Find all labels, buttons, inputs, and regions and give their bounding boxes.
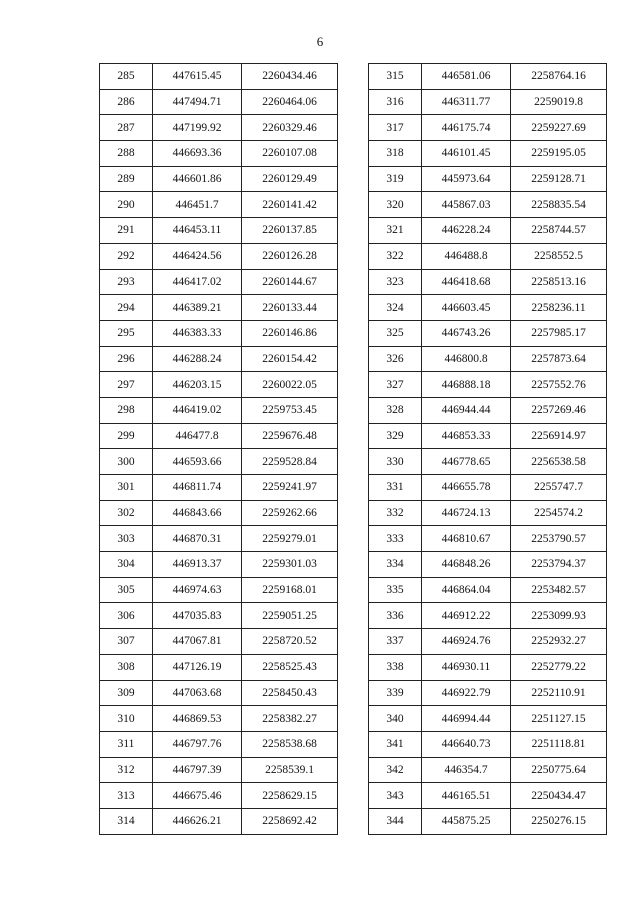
point-number-cell: 321 [369,218,422,244]
table-row [369,346,607,372]
point-number-cell: 313 [100,783,153,809]
y-coordinate-cell: 2257552.76 [511,372,607,398]
point-number-cell: 315 [369,64,422,90]
point-number-cell: 288 [100,141,153,167]
point-number-cell: 312 [100,757,153,783]
y-coordinate-cell: 2258629.15 [242,783,338,809]
y-coordinate-cell: 2250775.64 [511,757,607,783]
y-coordinate-cell: 2260434.46 [242,64,338,90]
y-coordinate-cell: 2258744.57 [511,218,607,244]
table-row [369,166,607,192]
point-number-cell: 292 [100,243,153,269]
point-number-cell: 299 [100,423,153,449]
x-coordinate-cell: 447494.71 [153,89,242,115]
point-number-cell: 329 [369,423,422,449]
y-coordinate-cell: 2259753.45 [242,397,338,423]
table-row [100,295,338,321]
y-coordinate-cell: 2258513.16 [511,269,607,295]
y-coordinate-cell: 2257873.64 [511,346,607,372]
y-coordinate-cell: 2259051.25 [242,603,338,629]
table-row [100,269,338,295]
y-coordinate-cell: 2260141.42 [242,192,338,218]
table-row [100,243,338,269]
y-coordinate-cell: 2259279.01 [242,526,338,552]
table-row [369,552,607,578]
x-coordinate-cell: 446383.33 [153,320,242,346]
x-coordinate-cell: 446843.66 [153,500,242,526]
y-coordinate-cell: 2259241.97 [242,475,338,501]
x-coordinate-cell: 446974.63 [153,577,242,603]
x-coordinate-cell: 446581.06 [422,64,511,90]
x-coordinate-cell: 446203.15 [153,372,242,398]
point-number-cell: 301 [100,475,153,501]
y-coordinate-cell: 2260464.06 [242,89,338,115]
table-row [100,346,338,372]
x-coordinate-cell: 447067.81 [153,629,242,655]
table-row [100,449,338,475]
y-coordinate-cell: 2250434.47 [511,783,607,809]
point-number-cell: 334 [369,552,422,578]
y-coordinate-cell: 2259019.8 [511,89,607,115]
point-number-cell: 310 [100,706,153,732]
y-coordinate-cell: 2260133.44 [242,295,338,321]
x-coordinate-cell: 446488.8 [422,243,511,269]
y-coordinate-cell: 2259528.84 [242,449,338,475]
y-coordinate-cell: 2260129.49 [242,166,338,192]
x-coordinate-cell: 446417.02 [153,269,242,295]
x-coordinate-cell: 446601.86 [153,166,242,192]
x-coordinate-cell: 446800.8 [422,346,511,372]
x-coordinate-cell: 446640.73 [422,731,511,757]
y-coordinate-cell: 2260137.85 [242,218,338,244]
point-number-cell: 296 [100,346,153,372]
x-coordinate-cell: 446389.21 [153,295,242,321]
point-number-cell: 304 [100,552,153,578]
table-row [369,218,607,244]
point-number-cell: 327 [369,372,422,398]
coordinates-table-left [99,63,338,835]
point-number-cell: 291 [100,218,153,244]
y-coordinate-cell: 2260154.42 [242,346,338,372]
x-coordinate-cell: 446797.76 [153,731,242,757]
point-number-cell: 316 [369,89,422,115]
y-coordinate-cell: 2256538.58 [511,449,607,475]
table-row [369,500,607,526]
table-row [100,552,338,578]
x-coordinate-cell: 446724.13 [422,500,511,526]
x-coordinate-cell: 446848.26 [422,552,511,578]
point-number-cell: 287 [100,115,153,141]
x-coordinate-cell: 446853.33 [422,423,511,449]
table-body [369,64,607,835]
point-number-cell: 297 [100,372,153,398]
y-coordinate-cell: 2252110.91 [511,680,607,706]
table-row [100,500,338,526]
x-coordinate-cell: 446418.68 [422,269,511,295]
y-coordinate-cell: 2251118.81 [511,731,607,757]
y-coordinate-cell: 2260022.05 [242,372,338,398]
point-number-cell: 326 [369,346,422,372]
table-row [369,269,607,295]
y-coordinate-cell: 2258720.52 [242,629,338,655]
table-row [100,397,338,423]
x-coordinate-cell: 446778.65 [422,449,511,475]
table-row [369,141,607,167]
table-row [369,243,607,269]
point-number-cell: 332 [369,500,422,526]
point-number-cell: 302 [100,500,153,526]
table-row [369,654,607,680]
table-row [369,449,607,475]
point-number-cell: 343 [369,783,422,809]
x-coordinate-cell: 446655.78 [422,475,511,501]
point-number-cell: 322 [369,243,422,269]
x-coordinate-cell: 447126.19 [153,654,242,680]
y-coordinate-cell: 2258764.16 [511,64,607,90]
table-row [100,757,338,783]
point-number-cell: 294 [100,295,153,321]
y-coordinate-cell: 2260107.08 [242,141,338,167]
table-row [100,629,338,655]
y-coordinate-cell: 2258538.68 [242,731,338,757]
table-row [100,654,338,680]
y-coordinate-cell: 2253099.93 [511,603,607,629]
x-coordinate-cell: 446675.46 [153,783,242,809]
table-row [100,166,338,192]
coordinates-table-right [368,63,607,835]
table-row [369,603,607,629]
y-coordinate-cell: 2258525.43 [242,654,338,680]
x-coordinate-cell: 445867.03 [422,192,511,218]
x-coordinate-cell: 446288.24 [153,346,242,372]
point-number-cell: 306 [100,603,153,629]
table-row [100,372,338,398]
y-coordinate-cell: 2257985.17 [511,320,607,346]
x-coordinate-cell: 446922.79 [422,680,511,706]
point-number-cell: 289 [100,166,153,192]
table-row [369,295,607,321]
table-row [369,706,607,732]
point-number-cell: 317 [369,115,422,141]
x-coordinate-cell: 446603.45 [422,295,511,321]
point-number-cell: 335 [369,577,422,603]
x-coordinate-cell: 446930.11 [422,654,511,680]
y-coordinate-cell: 2257269.46 [511,397,607,423]
y-coordinate-cell: 2253794.37 [511,552,607,578]
y-coordinate-cell: 2260144.67 [242,269,338,295]
x-coordinate-cell: 446924.76 [422,629,511,655]
point-number-cell: 340 [369,706,422,732]
table-row [369,680,607,706]
y-coordinate-cell: 2253790.57 [511,526,607,552]
table-row [369,372,607,398]
x-coordinate-cell: 446626.21 [153,808,242,834]
y-coordinate-cell: 2260329.46 [242,115,338,141]
y-coordinate-cell: 2259301.03 [242,552,338,578]
table-body [100,64,338,835]
y-coordinate-cell: 2252779.22 [511,654,607,680]
table-row [369,731,607,757]
y-coordinate-cell: 2260126.28 [242,243,338,269]
x-coordinate-cell: 446165.51 [422,783,511,809]
table-row [100,808,338,834]
y-coordinate-cell: 2258552.5 [511,243,607,269]
y-coordinate-cell: 2252932.27 [511,629,607,655]
table-row [369,423,607,449]
point-number-cell: 328 [369,397,422,423]
point-number-cell: 331 [369,475,422,501]
point-number-cell: 338 [369,654,422,680]
x-coordinate-cell: 446477.8 [153,423,242,449]
point-number-cell: 325 [369,320,422,346]
x-coordinate-cell: 446797.39 [153,757,242,783]
table-row [369,808,607,834]
point-number-cell: 309 [100,680,153,706]
table-row [369,629,607,655]
x-coordinate-cell: 446693.36 [153,141,242,167]
y-coordinate-cell: 2259128.71 [511,166,607,192]
x-coordinate-cell: 446451.7 [153,192,242,218]
table-row [100,423,338,449]
point-number-cell: 323 [369,269,422,295]
y-coordinate-cell: 2251127.15 [511,706,607,732]
point-number-cell: 337 [369,629,422,655]
table-row [369,577,607,603]
y-coordinate-cell: 2256914.97 [511,423,607,449]
point-number-cell: 305 [100,577,153,603]
point-number-cell: 298 [100,397,153,423]
x-coordinate-cell: 446228.24 [422,218,511,244]
x-coordinate-cell: 446453.11 [153,218,242,244]
point-number-cell: 311 [100,731,153,757]
y-coordinate-cell: 2259227.69 [511,115,607,141]
table-row [369,192,607,218]
table-row [100,89,338,115]
y-coordinate-cell: 2259168.01 [242,577,338,603]
point-number-cell: 293 [100,269,153,295]
page-number: 6 [316,34,324,49]
y-coordinate-cell: 2258236.11 [511,295,607,321]
point-number-cell: 333 [369,526,422,552]
point-number-cell: 300 [100,449,153,475]
x-coordinate-cell: 446311.77 [422,89,511,115]
x-coordinate-cell: 447035.83 [153,603,242,629]
x-coordinate-cell: 446354.7 [422,757,511,783]
table-row [369,397,607,423]
table-row [100,577,338,603]
x-coordinate-cell: 446175.74 [422,115,511,141]
table-row [100,706,338,732]
point-number-cell: 295 [100,320,153,346]
point-number-cell: 344 [369,808,422,834]
x-coordinate-cell: 446593.66 [153,449,242,475]
table-row [100,64,338,90]
x-coordinate-cell: 446944.44 [422,397,511,423]
x-coordinate-cell: 445973.64 [422,166,511,192]
x-coordinate-cell: 446810.67 [422,526,511,552]
point-number-cell: 307 [100,629,153,655]
x-coordinate-cell: 446811.74 [153,475,242,501]
x-coordinate-cell: 446888.18 [422,372,511,398]
point-number-cell: 308 [100,654,153,680]
point-number-cell: 303 [100,526,153,552]
table-row [100,526,338,552]
y-coordinate-cell: 2259262.66 [242,500,338,526]
y-coordinate-cell: 2258450.43 [242,680,338,706]
y-coordinate-cell: 2258692.42 [242,808,338,834]
table-row [100,783,338,809]
x-coordinate-cell: 447063.68 [153,680,242,706]
y-coordinate-cell: 2258539.1 [242,757,338,783]
point-number-cell: 336 [369,603,422,629]
table-row [369,475,607,501]
point-number-cell: 339 [369,680,422,706]
table-row [100,603,338,629]
x-coordinate-cell: 446424.56 [153,243,242,269]
point-number-cell: 290 [100,192,153,218]
table-row [369,526,607,552]
point-number-cell: 318 [369,141,422,167]
x-coordinate-cell: 446743.26 [422,320,511,346]
x-coordinate-cell: 447615.45 [153,64,242,90]
table-row [100,218,338,244]
table-row [369,115,607,141]
table-row [369,757,607,783]
table-row [100,192,338,218]
y-coordinate-cell: 2259195.05 [511,141,607,167]
x-coordinate-cell: 446419.02 [153,397,242,423]
y-coordinate-cell: 2258835.54 [511,192,607,218]
x-coordinate-cell: 447199.92 [153,115,242,141]
point-number-cell: 341 [369,731,422,757]
table-row [369,783,607,809]
point-number-cell: 285 [100,64,153,90]
table-row [100,475,338,501]
x-coordinate-cell: 446869.53 [153,706,242,732]
x-coordinate-cell: 446994.44 [422,706,511,732]
y-coordinate-cell: 2259676.48 [242,423,338,449]
table-row [369,89,607,115]
point-number-cell: 330 [369,449,422,475]
table-row [100,141,338,167]
table-row [100,115,338,141]
point-number-cell: 324 [369,295,422,321]
y-coordinate-cell: 2254574.2 [511,500,607,526]
table-row [369,320,607,346]
x-coordinate-cell: 446912.22 [422,603,511,629]
x-coordinate-cell: 446864.04 [422,577,511,603]
x-coordinate-cell: 446870.31 [153,526,242,552]
point-number-cell: 286 [100,89,153,115]
point-number-cell: 342 [369,757,422,783]
y-coordinate-cell: 2260146.86 [242,320,338,346]
y-coordinate-cell: 2255747.7 [511,475,607,501]
point-number-cell: 320 [369,192,422,218]
table-row [100,680,338,706]
point-number-cell: 319 [369,166,422,192]
point-number-cell: 314 [100,808,153,834]
table-row [100,731,338,757]
x-coordinate-cell: 446101.45 [422,141,511,167]
x-coordinate-cell: 445875.25 [422,808,511,834]
y-coordinate-cell: 2250276.15 [511,808,607,834]
x-coordinate-cell: 446913.37 [153,552,242,578]
y-coordinate-cell: 2258382.27 [242,706,338,732]
table-row [100,320,338,346]
table-row [369,64,607,90]
y-coordinate-cell: 2253482.57 [511,577,607,603]
